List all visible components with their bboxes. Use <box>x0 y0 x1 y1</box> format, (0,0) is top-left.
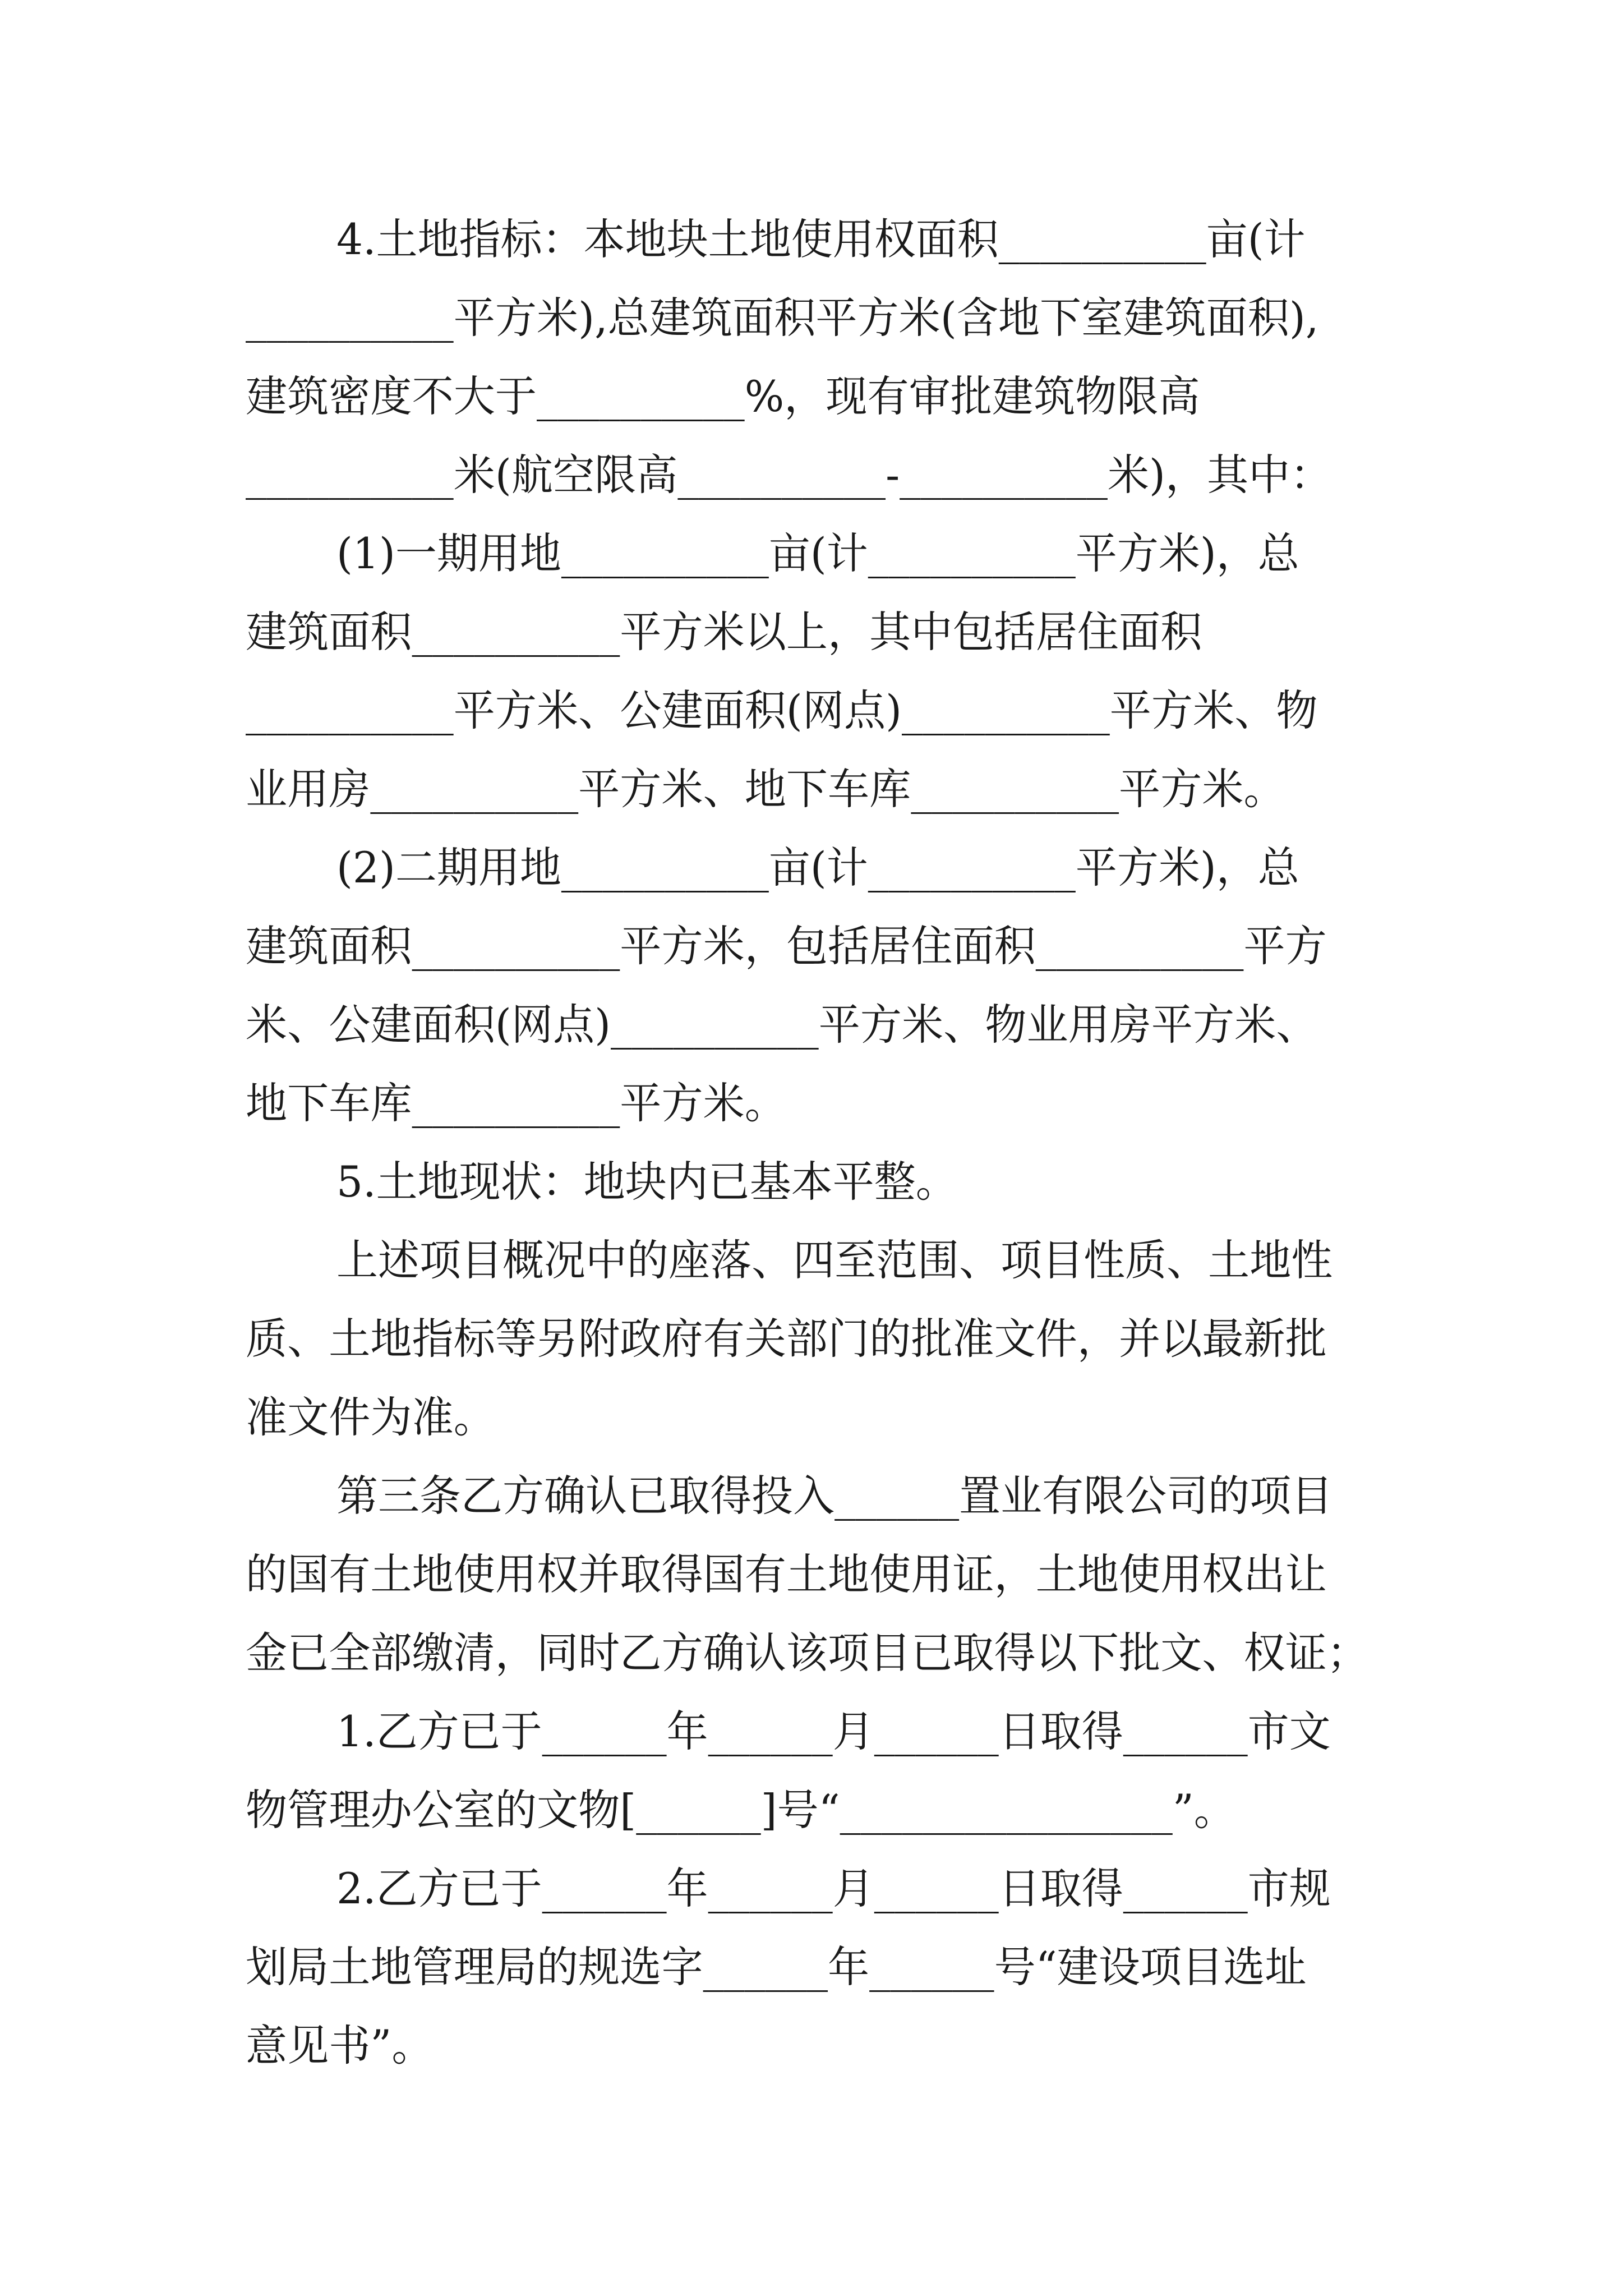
line-text: 地下车库__________平方米。 <box>246 1078 786 1128</box>
paragraph-line <box>0 1692 1623 1771</box>
paragraph-line <box>0 1064 1623 1143</box>
line-text: 第三条乙方确认已取得投入______置业有限公司的项目 <box>336 1471 1333 1521</box>
line-text: 上述项目概况中的座落、四至范围、项目性质、土地性 <box>336 1235 1333 1285</box>
line-text: 准文件为准。 <box>246 1392 495 1442</box>
paragraph-line <box>0 200 1623 279</box>
paragraph-line <box>0 1143 1623 1221</box>
line-text: (2)二期用地__________亩(计__________平方米)，总 <box>336 843 1299 892</box>
paragraph-line <box>0 907 1623 986</box>
paragraph-line <box>0 1535 1623 1614</box>
line-text: 建筑面积__________平方米以上，其中包括居住面积 <box>246 607 1202 657</box>
line-text: 2.乙方已于______年______月______日取得______市规 <box>336 1864 1331 1913</box>
line-text: 业用房__________平方米、地下车库__________平方米。 <box>246 764 1285 814</box>
paragraph-line <box>0 593 1623 671</box>
paragraph-line <box>0 1221 1623 1300</box>
paragraph-line <box>0 1457 1623 1535</box>
line-text: 质、土地指标等另附政府有关部门的批准文件，并以最新批 <box>246 1314 1327 1364</box>
paragraph-line <box>0 829 1623 907</box>
paragraph-line <box>0 750 1623 829</box>
paragraph-line <box>0 1771 1623 1849</box>
line-text: __________米(航空限高__________-__________米)，其中： <box>246 450 1332 500</box>
line-text: 意见书”。 <box>246 2021 434 2070</box>
paragraph-line <box>0 279 1623 357</box>
paragraph-line <box>0 1378 1623 1457</box>
paragraph-line <box>0 436 1623 514</box>
line-text: 5.土地现状：地块内已基本平整。 <box>336 1157 957 1207</box>
paragraph-line <box>0 357 1623 436</box>
line-text: 4.土地指标：本地块土地使用权面积__________亩(计 <box>336 214 1306 264</box>
line-text: 的国有土地使用权并取得国有土地使用证，土地使用权出让 <box>246 1549 1327 1599</box>
paragraph-line <box>0 2007 1623 2085</box>
line-text: 建筑密度不大于__________%，现有审批建筑物限高 <box>246 371 1200 421</box>
paragraph-line <box>0 1614 1623 1692</box>
line-text: (1)一期用地__________亩(计__________平方米)，总 <box>336 528 1299 578</box>
paragraph-line <box>0 1849 1623 1928</box>
line-text: 1.乙方已于______年______月______日取得______市文 <box>336 1706 1331 1756</box>
paragraph-line <box>0 671 1623 750</box>
line-text: 米、公建面积(网点)__________平方米、物业用房平方米、 <box>246 1000 1318 1050</box>
line-text: __________平方米),总建筑面积平方米(含地下室建筑面积), <box>246 293 1319 343</box>
line-text: __________平方米、公建面积(网点)__________平方米、物 <box>246 685 1318 735</box>
line-text: 物管理办公室的文物[______]号“________________”。 <box>246 1785 1235 1835</box>
line-text: 建筑面积__________平方米，包括居住面积__________平方 <box>246 921 1327 971</box>
paragraph-line <box>0 986 1623 1064</box>
paragraph-line <box>0 1300 1623 1378</box>
line-text: 金已全部缴清，同时乙方确认该项目已取得以下批文、权证； <box>246 1628 1368 1678</box>
paragraph-line <box>0 514 1623 593</box>
line-text: 划局土地管理局的规选字______年______号“建设项目选址 <box>246 1942 1307 1992</box>
paragraph-line <box>0 1928 1623 2007</box>
